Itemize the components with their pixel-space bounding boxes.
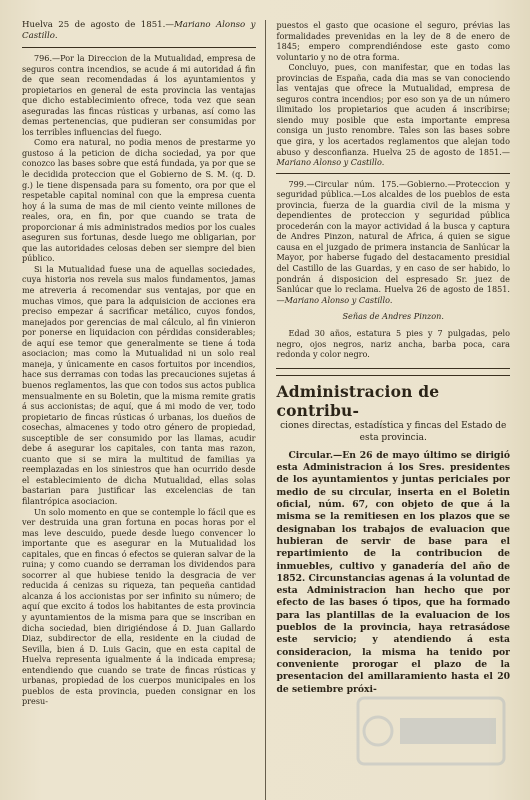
left-header-date: Huelva 25 de agosto de 1851.— [22, 20, 174, 30]
separator [22, 47, 256, 48]
separator [276, 368, 510, 369]
signs-body: Edad 30 años, estatura 5 pies y 7 pulgadas, pelo negro, ojos negros, nariz ancha, barba poca, cara redonda y color negro. [276, 328, 510, 360]
text-columns [22, 20, 510, 800]
section-subtitle: ciones directas, estadística y fincas del Estado de esta provincia. [280, 420, 507, 443]
paragraph: Si la Mutualidad fuese una de aquellas sociedades, cuya historia nos revela sus malos fundamentos, jamas me atreveria á recomendar sus ventajas, por que en muchas vimos, que para la adquisicion de acciones era preciso empezar á sacrificar metálico, cuyos fondos, manejados por gerencias de mal cálculo, al fin vinieron por ponerse en liquidacion con pérdidas considerables; de aquí ese temor que generalmente se tiene á toda asociacion; mas como la Mutualidad ni un solo real maneja, y únicamente en casos fortuitos por incendios, hace sus derramas con todas las precauciones sujetas á buenos reglamentos, las que con todos sus actos publica mensualmente en su Boletin, que la misma remite gratis á sus accionistas; de aquí, que á mi modo de ver, todo propietario de fincas rústicas ó urbanas, los dueños de cosechas, almacenes y todo otro género de propiedad, susceptible de ser consumido por las llamas, acudir debe á asegurar los capitales, con tanta mas razon, cuanto que si se mira la multitud de familias ya reemplazadas en los siniestros que han ocurrido desde el establecimiento de dicha Mutualidad, ellas solas bastarian para justificar las excelencias de tan filantrópica asociacion. [22, 263, 256, 506]
section-title: Administracion de contribu- [276, 381, 440, 420]
notice-799 [276, 179, 510, 306]
signs-title: Señas de Andres Pinzon. [342, 311, 444, 322]
circular-text: Circular.—En 26 de mayo último se dirigió esta Administracion á los Sres. presidentes de los ayuntamientos y juntas periciales por medio de su circular, inserta en el Boletin oficial, núm. 67, con objeto de que á la misma se la remitiesen en los plazos que se designaban los trabajos de evaluacion que hubieran de servir de base para el repartimiento de la contribucion de inmuebles, cultivo y ganadería del año de 1852. Circunstancias agenas á la voluntad de esta Administracion han hecho que por efecto de las bases ó tipos, que ha formado para las plantillas de la evaluacion de los pueblos de la provincia, haya retrasádose este servicio; y atendiendo á esta consideracion, la misma ha tenido por conveniente prorogar el plazo de la presentacion del amillaramiento hasta el 20 de setiembre próxi- [276, 449, 510, 695]
right-column [266, 20, 510, 800]
separator [276, 375, 510, 376]
signature: Mariano Alonso y Castillo. [276, 157, 385, 168]
separator [276, 173, 510, 174]
column-rule [265, 20, 266, 800]
paragraph-text: Concluyo, pues, con manifestar, que en todas las provincias de España, cada dia mas se van conociendo las ventajas que ofrece la Mutualidad, empresa de seguros contra incendios; por eso son ya de un número ilimitado los propietarios que acuden á inscribirse; siendo muy posible que esta importante empresa consiga un justo renombre. Tales son las bases sobre que gira, y los acertados reglamentos que alejan todo abuso y desconfianza. Huelva 25 de agosto de 1851.— [276, 62, 510, 157]
paragraph [276, 62, 510, 167]
paragraph: Un solo momento en que se contemple lo fácil que es ver destruida una gran fortuna en pocas horas por el mas leve descuido, puede desde luego convencer lo importante que es asegurar en la Mutualidad los capitales, que en fincas ó efectos se quieran salvar de la ruina; y como cuando se derraman los dividendos para socorrer al que hubiese tenido la desgracia de ver reducida á cenizas su riqueza, tan pequeña cantidad alcanza á los accionistas por ser infinito su número; de aquí que excito á todos los habitantes de esta provincia y ayuntamientos de la misma para que se inscriban en dicha sociedad, bien dirigiéndose á D. Juan Gallardo Diaz, subdirector de ella, residente en la ciudad de Sevilla, bien á D. Luis Gacin, que en esta capital de Huelva representa igualmente á la indicada empresa; entendiendo que cuando se trate de fincas rústicas y urbanas, propiedad de los cuerpos municipales en los pueblos de esta provincia, pueden consignar en los presu- [22, 506, 256, 707]
notice-796: 796.—Por la Direccion de la Mutualidad, empresa de seguros contra incendios, se acude á mi autoridad á fin de que sean recomendadas á los ayuntamientos y propietarios en general de esta provincia las ventajas que dicho establecimiento ofrece, toda vez que sean aseguradas las fincas rústicas y urbanas, así como las demas pertenencias, que pudieran ser consumidas por los terribles influencias del fuego. [22, 53, 256, 137]
paragraph: Como era natural, no podia menos de prestarme yo gustoso á la peticion de dicha sociedad, ya por que conozco las bases sobre que está fundada, ya por que se le decidida proteccion que el Gobierno de S. M. (q. D. g.) le tiene dispensada para su fomento, ora por que el respetable capital nominal con que la empresa cuenta hoy á la suma de mas de mil ciento veinte millones de reales, ora, en fin, por que cuando se trata de proporcionar á mis administrados medios por los cuales aseguren sus fortunas, desde luego me obligarian, por que las autoridades celosas deben ser siempre del bien público. [22, 137, 256, 264]
left-header [22, 20, 256, 42]
left-column [22, 20, 264, 800]
signature: Mariano Alonso y Castillo. [284, 294, 393, 305]
left-header-signature: Mariano Alonso y Castillo. [22, 20, 256, 41]
notice-799-text: 799.—Circular núm. 175.—Gobierno.—Proteccion y seguridad pública.—Los alcaldes de los pueblos de esta provincia, fuerza de la guardia civil de la misma y dependientes de proteccion y seguridad pública procederán con la mayor actividad á la busca y captura de Andres Pinzon, natural de Africa, á quien se sigue causa en el juzgado de primera instancia de Sanlúcar la Mayor, por haberse fugado del destacamento presidial del Castillo de las Guardas, y en caso de ser habido, lo pondrán á disposicion del espresado Sr. juez de Sanlúcar que lo reclama. Huelva 26 de agosto de 1851.— [276, 178, 510, 305]
paragraph: puestos el gasto que ocasione el seguro, prévias las formalidades prevenidas en la ley de 8 de enero de 1845; empero comprendiéndose este gasto como voluntario y no de otra forma. [276, 20, 510, 62]
